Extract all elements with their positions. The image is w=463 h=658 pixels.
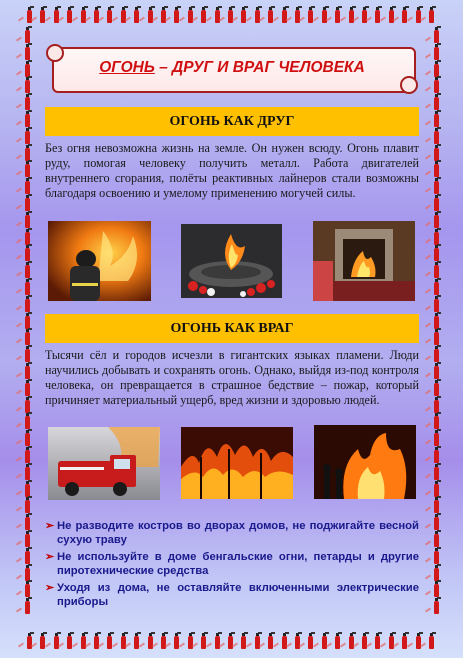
- fire-extinguisher-icon: [433, 177, 440, 194]
- friend-paragraph: Без огня невозможна жизнь на земле. Он нужен всюду. Огонь плавит руду, помогая человеку получить металл. Работа двигателей внутреннего сгорания, полёты реактивных лайнеров стали возможны благодаря освоению и умелому применению могучей силы.: [45, 141, 419, 200]
- fire-extinguisher-icon: [433, 127, 440, 144]
- fire-extinguisher-icon: [433, 396, 440, 413]
- fire-extinguisher-icon: [433, 194, 440, 211]
- fire-extinguisher-icon: [428, 632, 435, 649]
- fire-extinguisher-icon: [433, 110, 440, 127]
- fire-extinguisher-icon: [24, 228, 31, 245]
- fire-extinguisher-icon: [433, 328, 440, 345]
- fire-extinguisher-icon: [433, 362, 440, 379]
- tip-text: Не разводите костров во дворах домов, не поджигайте весной сухую траву: [57, 520, 419, 546]
- fire-extinguisher-icon: [24, 597, 31, 614]
- firefighter-photo: [48, 221, 151, 301]
- fire-extinguisher-icon: [433, 463, 440, 480]
- friend-heading: ОГОНЬ КАК ДРУГ: [45, 107, 419, 136]
- fire-extinguisher-icon: [24, 446, 31, 463]
- fire-extinguisher-icon: [24, 564, 31, 581]
- fire-extinguisher-icon: [24, 244, 31, 261]
- title-banner: [46, 44, 418, 94]
- fire-extinguisher-icon: [433, 93, 440, 110]
- fire-extinguisher-icon: [24, 412, 31, 429]
- fire-extinguisher-icon: [24, 211, 31, 228]
- fire-extinguisher-icon: [433, 60, 440, 77]
- arrow-right-icon: ➢: [45, 582, 55, 594]
- fire-extinguisher-icon: [24, 110, 31, 127]
- fire-extinguisher-icon: [24, 261, 31, 278]
- safety-tips-list: [45, 519, 419, 612]
- fire-extinguisher-icon: [433, 144, 440, 161]
- fire-extinguisher-icon: [24, 312, 31, 329]
- fire-truck-photo: [48, 427, 160, 500]
- fire-extinguisher-icon: [433, 480, 440, 497]
- arrow-right-icon: ➢: [45, 551, 55, 563]
- fire-extinguisher-icon: [433, 530, 440, 547]
- fire-extinguisher-icon: [24, 530, 31, 547]
- fire-extinguisher-icon: [433, 295, 440, 312]
- fire-extinguisher-icon: [24, 295, 31, 312]
- fire-extinguisher-icon: [24, 513, 31, 530]
- house-fire-photo: [314, 425, 416, 499]
- fire-extinguisher-icon: [24, 160, 31, 177]
- fire-extinguisher-icon: [24, 26, 31, 43]
- fire-extinguisher-icon: [433, 564, 440, 581]
- fire-extinguisher-icon: [433, 261, 440, 278]
- fire-extinguisher-icon: [24, 127, 31, 144]
- fire-extinguisher-icon: [24, 396, 31, 413]
- fire-extinguisher-icon: [433, 26, 440, 43]
- fire-extinguisher-icon: [433, 76, 440, 93]
- fire-extinguisher-icon: [24, 43, 31, 60]
- fire-extinguisher-icon: [433, 429, 440, 446]
- fire-extinguisher-icon: [24, 463, 31, 480]
- enemy-heading: ОГОНЬ КАК ВРАГ: [45, 314, 419, 343]
- fire-extinguisher-icon: [433, 244, 440, 261]
- fireplace-photo: [313, 221, 415, 301]
- eternal-flame-photo: [181, 224, 282, 298]
- fire-extinguisher-icon: [433, 446, 440, 463]
- fire-extinguisher-icon: [24, 93, 31, 110]
- tip-item: [45, 519, 419, 547]
- fire-extinguisher-icon: [24, 60, 31, 77]
- tip-text: Уходя из дома, не оставляйте включенными электрические приборы: [57, 582, 419, 608]
- tip-text: Не используйте в доме бенгальские огни, петарды и другие пиротехнические средства: [57, 551, 419, 577]
- fire-extinguisher-icon: [433, 597, 440, 614]
- fire-extinguisher-icon: [24, 76, 31, 93]
- fire-extinguisher-icon: [24, 177, 31, 194]
- fire-extinguisher-icon: [24, 278, 31, 295]
- forest-fire-photo: [181, 427, 293, 499]
- fire-extinguisher-icon: [433, 513, 440, 530]
- fire-extinguisher-icon: [24, 144, 31, 161]
- tip-item: [45, 550, 419, 578]
- fire-extinguisher-icon: [24, 580, 31, 597]
- fire-extinguisher-icon: [433, 580, 440, 597]
- fire-extinguisher-icon: [24, 547, 31, 564]
- fire-extinguisher-icon: [433, 211, 440, 228]
- fire-extinguisher-icon: [433, 412, 440, 429]
- fire-extinguisher-icon: [24, 429, 31, 446]
- fire-extinguisher-icon: [433, 160, 440, 177]
- fire-extinguisher-icon: [433, 496, 440, 513]
- fire-extinguisher-icon: [428, 6, 435, 23]
- arrow-right-icon: ➢: [45, 520, 55, 532]
- fire-extinguisher-icon: [433, 278, 440, 295]
- title-keyword: ОГОНЬ: [99, 59, 155, 76]
- fire-extinguisher-icon: [433, 345, 440, 362]
- fire-extinguisher-icon: [24, 328, 31, 345]
- fire-extinguisher-icon: [24, 480, 31, 497]
- enemy-paragraph: Тысячи сёл и городов исчезли в гигантских языках пламени. Люди научились добывать и сохранять огонь. Однако, выйдя из-под контроля человека, он превращается в страшное бедствие – пожар, который причиняет материальный ущерб, вред жизни и здоровью людей.: [45, 348, 419, 407]
- page-title: [52, 47, 412, 89]
- fire-extinguisher-icon: [24, 345, 31, 362]
- fire-extinguisher-icon: [433, 228, 440, 245]
- fire-extinguisher-icon: [24, 496, 31, 513]
- fire-extinguisher-icon: [433, 379, 440, 396]
- fire-extinguisher-icon: [24, 362, 31, 379]
- tip-item: [45, 581, 419, 609]
- fire-extinguisher-icon: [24, 194, 31, 211]
- fire-extinguisher-icon: [433, 312, 440, 329]
- fire-extinguisher-icon: [433, 547, 440, 564]
- title-rest: – ДРУГ И ВРАГ ЧЕЛОВЕКА: [154, 59, 365, 76]
- fire-extinguisher-icon: [433, 43, 440, 60]
- fire-extinguisher-icon: [24, 379, 31, 396]
